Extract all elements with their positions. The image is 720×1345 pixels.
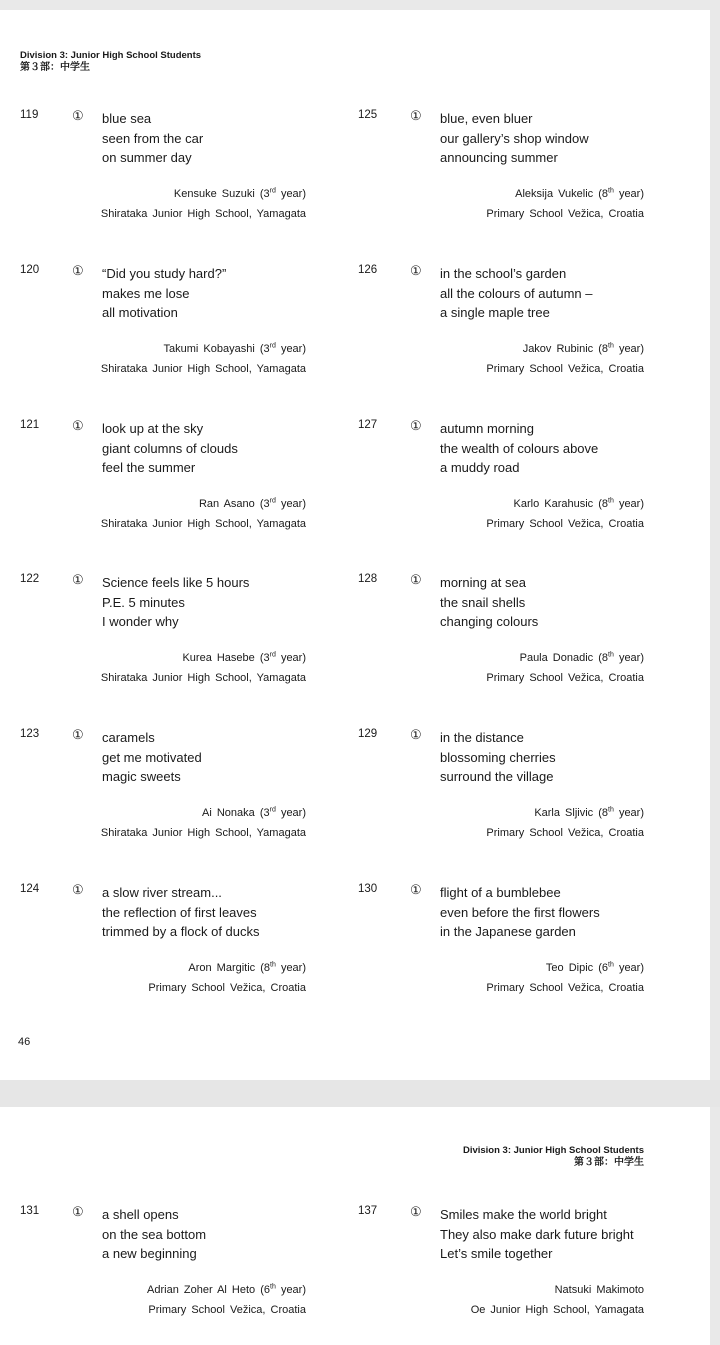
- haiku-line: the snail shells: [440, 594, 526, 610]
- author-block: [486, 959, 644, 998]
- haiku-line: the wealth of colours above: [440, 440, 599, 456]
- author-school: Primary School Vežica, Croatia: [486, 671, 644, 684]
- author-school: Primary School Vežica, Croatia: [486, 362, 644, 375]
- author-block: [101, 340, 306, 379]
- division-header-japanese: 第３部：中学生: [20, 62, 90, 73]
- author-year-word: year): [618, 807, 644, 819]
- haiku-entry: [20, 573, 350, 698]
- author-name: Teo Dipic: [545, 962, 594, 974]
- author-block: [101, 649, 306, 688]
- haiku-lines: [440, 419, 598, 478]
- author-grade: 8: [263, 962, 271, 974]
- author-name: Ai Nonaka: [202, 807, 255, 819]
- author-school: Shirataka Junior High School, Yamagata: [100, 826, 306, 839]
- haiku-line: even before the first flowers: [440, 904, 600, 920]
- grade-suffix: rd: [269, 342, 276, 350]
- author-block: [101, 185, 306, 224]
- author-grade: 6: [601, 962, 609, 974]
- haiku-line: all motivation: [102, 305, 178, 320]
- haiku-line: a single maple tree: [440, 305, 550, 320]
- author-year-word: year): [280, 807, 306, 819]
- author-line: Aron Margitic (8th year): [188, 961, 306, 974]
- page-number: 46: [18, 1036, 31, 1048]
- circle-one-marker: ①: [410, 108, 422, 123]
- haiku-lines: [102, 573, 249, 632]
- author-year-word: year): [618, 652, 644, 664]
- author-name: Jakov Rubinic: [522, 343, 594, 355]
- haiku-line: in the Japanese garden: [440, 924, 576, 939]
- haiku-entry: [20, 109, 350, 234]
- author-block: [148, 959, 306, 998]
- author-name: Aleksija Vukelic: [515, 188, 594, 200]
- haiku-line: caramels: [102, 730, 155, 745]
- author-line: Aleksija Vukelic (8th year): [515, 187, 644, 200]
- author-name: Natsuki Makimoto: [554, 1284, 644, 1296]
- haiku-line: blue sea: [102, 111, 152, 126]
- grade-suffix: th: [270, 1283, 276, 1291]
- circle-one-marker: ①: [410, 263, 422, 278]
- author-year-word: year): [280, 188, 306, 200]
- author-block: [486, 649, 644, 688]
- entry-number: 130: [358, 883, 378, 895]
- haiku-line: all the colours of autumn –: [440, 285, 593, 301]
- division-header-right: [463, 1145, 644, 1169]
- haiku-line: seen from the car: [102, 130, 204, 146]
- haiku-entry: [358, 264, 688, 389]
- author-year-word: year): [618, 343, 644, 355]
- haiku-line: makes me lose: [102, 285, 190, 301]
- haiku-line: in the distance: [440, 730, 524, 745]
- entry-number: 119: [20, 109, 39, 121]
- circle-one-marker: ①: [410, 1204, 422, 1219]
- circle-one-marker: ①: [410, 727, 422, 742]
- author-grade: 6: [263, 1284, 271, 1296]
- entry-number: 125: [358, 109, 378, 121]
- author-grade: 3: [263, 498, 270, 510]
- entry-number: 128: [358, 573, 378, 585]
- author-school: Shirataka Junior High School, Yamagata: [100, 362, 306, 375]
- author-name: Karlo Karahusic: [513, 498, 594, 510]
- haiku-line: They also make dark future bright: [440, 1226, 634, 1242]
- haiku-line: surround the village: [440, 769, 554, 784]
- author-grade: 8: [601, 498, 609, 510]
- author-grade: 8: [601, 343, 609, 355]
- circle-one-marker: ①: [72, 418, 84, 433]
- haiku-entry: [358, 883, 688, 1008]
- author-school: Primary School Vežica, Croatia: [148, 981, 306, 994]
- grade-suffix: th: [608, 806, 614, 814]
- haiku-lines: [440, 728, 556, 787]
- division-header-english: Division 3: Junior High School Students: [462, 1145, 644, 1156]
- author-year-word: year): [618, 498, 644, 510]
- author-year-word: year): [280, 1284, 306, 1296]
- page-gap: [0, 1080, 720, 1107]
- entry-number: 129: [358, 728, 378, 740]
- grade-suffix: rd: [269, 497, 276, 505]
- haiku-line: I wonder why: [102, 614, 179, 629]
- entry-number: 123: [20, 728, 40, 740]
- author-name: Ran Asano: [198, 498, 255, 510]
- author-year-word: year): [280, 962, 306, 974]
- haiku-entry: [20, 728, 350, 853]
- haiku-entry: [358, 419, 688, 544]
- grade-suffix: th: [608, 961, 614, 969]
- author-line: Jakov Rubinic (8th year): [522, 342, 644, 355]
- author-school: Primary School Vežica, Croatia: [486, 981, 644, 994]
- grade-suffix: th: [608, 651, 614, 659]
- haiku-line: morning at sea: [440, 575, 526, 590]
- author-name: Kensuke Suzuki: [173, 188, 255, 200]
- author-grade: 3: [263, 188, 270, 200]
- haiku-line: a shell opens: [102, 1207, 179, 1222]
- grade-suffix: th: [608, 187, 614, 195]
- entry-number: 137: [358, 1205, 378, 1217]
- author-year-word: year): [280, 498, 306, 510]
- grade-suffix: rd: [269, 187, 276, 195]
- author-name: Kurea Hasebe: [182, 652, 255, 664]
- haiku-line: a muddy road: [440, 460, 520, 475]
- circle-one-marker: ①: [72, 727, 84, 742]
- grade-suffix: rd: [269, 806, 276, 814]
- entry-number: 124: [20, 883, 40, 895]
- entry-number: 126: [358, 264, 378, 276]
- haiku-lines: [102, 1205, 206, 1264]
- author-school: Primary School Vežica, Croatia: [486, 826, 644, 839]
- haiku-line: blossoming cherries: [440, 749, 556, 765]
- grade-suffix: th: [608, 342, 614, 350]
- haiku-line: feel the summer: [102, 460, 196, 475]
- author-name: Aron Margitic: [188, 962, 256, 974]
- author-line: Karlo Karahusic (8th year): [513, 497, 644, 510]
- haiku-line: changing colours: [440, 614, 539, 629]
- haiku-line: look up at the sky: [102, 421, 204, 436]
- entry-number: 122: [20, 573, 40, 585]
- haiku-entry: [358, 1205, 688, 1330]
- haiku-line: trimmed by a flock of ducks: [102, 924, 260, 939]
- grade-suffix: th: [270, 961, 276, 969]
- author-block: [471, 1281, 644, 1320]
- haiku-line: announcing summer: [440, 150, 558, 165]
- haiku-entry: [20, 419, 350, 544]
- haiku-line: in the school’s garden: [440, 266, 567, 281]
- author-line: Takumi Kobayashi (3rd year): [163, 342, 306, 355]
- division-header-english: Division 3: Junior High School Students: [20, 50, 202, 61]
- author-line: [471, 1281, 644, 1301]
- haiku-line: Science feels like 5 hours: [102, 575, 250, 590]
- entry-number: 121: [20, 419, 40, 431]
- author-line: Teo Dipic (6th year): [545, 961, 644, 974]
- haiku-line: magic sweets: [102, 769, 181, 784]
- haiku-line: P.E. 5 minutes: [102, 594, 185, 610]
- author-school: Primary School Vežica, Croatia: [148, 1303, 306, 1316]
- haiku-lines: [102, 728, 202, 787]
- haiku-line: Smiles make the world bright: [440, 1207, 607, 1222]
- haiku-line: a slow river stream...: [102, 885, 222, 900]
- author-name: Paula Donadic: [519, 652, 594, 664]
- division-header: [20, 50, 201, 74]
- haiku-lines: [440, 1205, 634, 1264]
- haiku-line: autumn morning: [440, 421, 534, 436]
- author-school: Shirataka Junior High School, Yamagata: [100, 517, 306, 530]
- author-line: Kurea Hasebe (3rd year): [182, 651, 306, 664]
- haiku-line: on the sea bottom: [102, 1226, 207, 1242]
- haiku-line: “Did you study hard?”: [102, 266, 227, 281]
- haiku-lines: [440, 109, 589, 168]
- author-year-word: year): [618, 962, 644, 974]
- circle-one-marker: ①: [410, 418, 422, 433]
- author-year-word: year): [280, 343, 306, 355]
- author-school: Shirataka Junior High School, Yamagata: [100, 207, 306, 220]
- haiku-line: a new beginning: [102, 1246, 197, 1261]
- haiku-line: giant columns of clouds: [102, 440, 238, 456]
- author-grade: 8: [601, 652, 609, 664]
- author-block: [147, 1281, 306, 1320]
- haiku-lines: [102, 109, 203, 168]
- entry-number: 120: [20, 264, 40, 276]
- author-name: Adrian Zoher Al Heto: [147, 1284, 256, 1296]
- author-year-word: year): [618, 188, 644, 200]
- author-block: [101, 804, 306, 843]
- circle-one-marker: ①: [410, 882, 422, 897]
- haiku-entry: [358, 573, 688, 698]
- author-grade: 3: [263, 652, 270, 664]
- author-school: Primary School Vežica, Croatia: [486, 517, 644, 530]
- entry-number: 127: [358, 419, 378, 431]
- grade-suffix: th: [608, 497, 614, 505]
- division-header-japanese: 第３部：中学生: [574, 1157, 644, 1168]
- haiku-lines: [102, 883, 260, 942]
- author-block: [486, 804, 644, 843]
- author-school: Oe Junior High School, Yamagata: [470, 1303, 644, 1316]
- haiku-line: flight of a bumblebee: [440, 885, 561, 900]
- haiku-line: our gallery’s shop window: [440, 130, 589, 146]
- haiku-entry: [20, 883, 350, 1008]
- author-line: Adrian Zoher Al Heto (6th year): [147, 1283, 306, 1296]
- author-block: [486, 340, 644, 379]
- haiku-entry: [358, 728, 688, 853]
- circle-one-marker: ①: [72, 263, 84, 278]
- haiku-lines: [102, 264, 226, 323]
- author-block: [486, 495, 644, 534]
- author-year-word: year): [280, 652, 306, 664]
- haiku-entry: [20, 1205, 350, 1330]
- author-line: Paula Donadic (8th year): [519, 651, 644, 664]
- author-block: [101, 495, 306, 534]
- circle-one-marker: ①: [72, 882, 84, 897]
- haiku-lines: [440, 264, 592, 323]
- haiku-line: blue, even bluer: [440, 111, 533, 126]
- circle-one-marker: ①: [72, 1204, 84, 1219]
- haiku-entry: [20, 264, 350, 389]
- author-grade: 3: [263, 343, 270, 355]
- author-line: Ai Nonaka (3rd year): [202, 806, 306, 819]
- circle-one-marker: ①: [410, 572, 422, 587]
- circle-one-marker: ①: [72, 108, 84, 123]
- author-name: Takumi Kobayashi: [163, 343, 255, 355]
- author-grade: 8: [601, 188, 609, 200]
- author-line: Ran Asano (3rd year): [198, 497, 306, 510]
- author-line: Kensuke Suzuki (3rd year): [173, 187, 306, 200]
- grade-suffix: rd: [269, 651, 276, 659]
- haiku-line: on summer day: [102, 150, 192, 165]
- author-grade: 8: [601, 807, 609, 819]
- haiku-entry: [358, 109, 688, 234]
- haiku-line: get me motivated: [102, 749, 202, 765]
- author-school: Shirataka Junior High School, Yamagata: [100, 671, 306, 684]
- circle-one-marker: ①: [72, 572, 84, 587]
- author-line: Karla Sljivic (8th year): [534, 806, 644, 819]
- haiku-lines: [440, 883, 600, 942]
- haiku-lines: [102, 419, 238, 478]
- author-school: Primary School Vežica, Croatia: [486, 207, 644, 220]
- haiku-lines: [440, 573, 538, 632]
- haiku-line: Let’s smile together: [440, 1246, 553, 1261]
- author-name: Karla Sljivic: [534, 807, 594, 819]
- haiku-line: the reflection of first leaves: [102, 904, 257, 920]
- author-block: [486, 185, 644, 224]
- entry-number: 131: [20, 1205, 40, 1217]
- author-grade: 3: [263, 807, 270, 819]
